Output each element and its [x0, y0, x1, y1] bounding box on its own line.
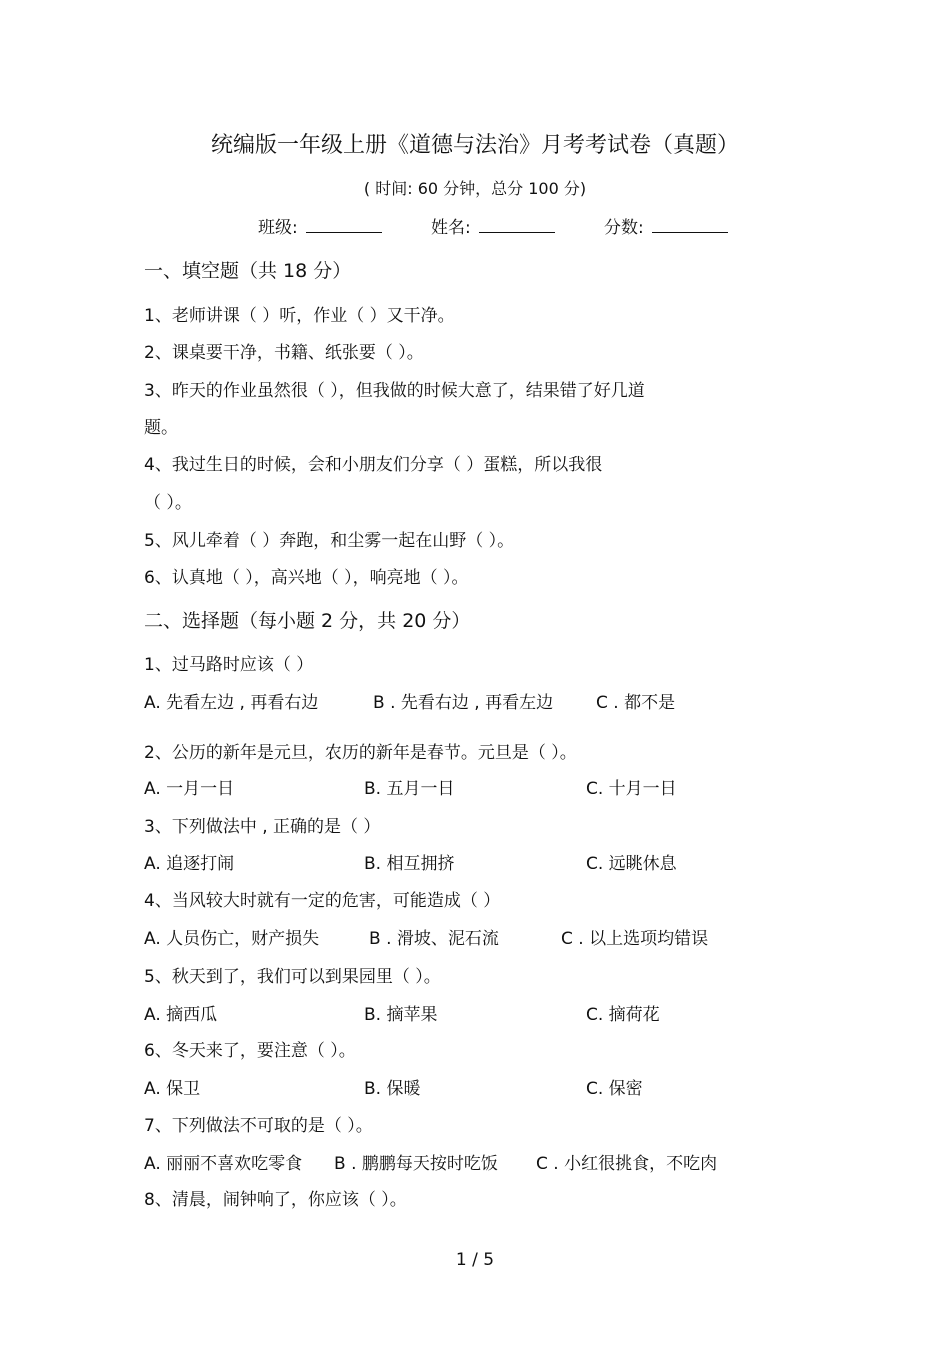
choice-option-5b[interactable]: B. 摘苹果 — [364, 1005, 438, 1025]
choice-option-2b[interactable]: B. 五月一日 — [364, 779, 455, 799]
score-blank[interactable] — [652, 218, 728, 233]
section1-heading: 一、填空题（共 18 分） — [144, 260, 352, 282]
exam-subtitle: ( 时间: 60 分钟，总分 100 分) — [363, 179, 587, 198]
name-blank[interactable] — [479, 218, 555, 233]
choice-option-3b[interactable]: B. 相互拥挤 — [364, 854, 455, 874]
class-field[interactable] — [258, 213, 382, 238]
page-title: 统编版一年级上册《道德与法治》月考考试卷（真题） — [210, 133, 739, 158]
choice-option-1a[interactable]: A. 先看左边 , 再看右边 — [144, 693, 319, 713]
name-field[interactable] — [431, 213, 555, 238]
choice-option-5a[interactable]: A. 摘西瓜 — [144, 1005, 218, 1025]
choice-question-2: 2、公历的新年是元旦，农历的新年是春节。元旦是（ ）。 — [144, 743, 577, 763]
name-label: 姓名: — [431, 218, 471, 238]
fill-question-3: 3、昨天的作业虽然很（ ），但我做的时候大意了，结果错了好几道 — [144, 381, 645, 401]
choice-option-3c[interactable]: C. 远眺休息 — [586, 854, 677, 874]
choice-option-3a[interactable]: A. 追逐打闹 — [144, 854, 235, 874]
choice-question-8: 8、清晨，闹钟响了，你应该（ ）。 — [144, 1190, 407, 1210]
score-label: 分数: — [604, 218, 644, 238]
fill-question-2: 2、课桌要干净，书籍、纸张要（ ）。 — [144, 343, 424, 363]
choice-option-6b[interactable]: B. 保暖 — [364, 1079, 421, 1099]
choice-question-4: 4、当风较大时就有一定的危害，可能造成（ ） — [144, 891, 501, 911]
choice-option-5c[interactable]: C. 摘荷花 — [586, 1005, 660, 1025]
choice-question-6: 6、冬天来了，要注意（ ）。 — [144, 1041, 356, 1061]
choice-option-2c[interactable]: C. 十月一日 — [586, 779, 677, 799]
class-label: 班级: — [258, 218, 298, 238]
choice-question-7: 7、下列做法不可取的是（ ）。 — [144, 1116, 373, 1136]
choice-option-7b[interactable]: B . 鹏鹏每天按时吃饭 — [334, 1154, 498, 1174]
choice-option-7c[interactable]: C . 小红很挑食，不吃肉 — [536, 1154, 718, 1174]
fill-question-4: 4、我过生日的时候，会和小朋友们分享（ ）蛋糕，所以我很 — [144, 455, 603, 475]
fill-question-5: 5、风儿牵着（ ）奔跑，和尘雾一起在山野（ ）。 — [144, 531, 515, 551]
page-number: 1 / 5 — [455, 1250, 495, 1270]
fill-question-4-cont: （ ）。 — [144, 493, 192, 513]
choice-option-4c[interactable]: C . 以上选项均错误 — [561, 929, 709, 949]
choice-option-6c[interactable]: C. 保密 — [586, 1079, 643, 1099]
fill-question-6: 6、认真地（ ），高兴地（ ），响亮地（ ）。 — [144, 568, 469, 588]
section2-heading: 二、选择题（每小题 2 分，共 20 分） — [144, 610, 471, 632]
choice-option-4b[interactable]: B . 滑坡、泥石流 — [369, 929, 499, 949]
class-blank[interactable] — [306, 218, 382, 233]
score-field[interactable] — [604, 213, 728, 238]
choice-question-5: 5、秋天到了，我们可以到果园里（ ）。 — [144, 967, 441, 987]
choice-option-7a[interactable]: A. 丽丽不喜欢吃零食 — [144, 1154, 303, 1174]
choice-option-6a[interactable]: A. 保卫 — [144, 1079, 201, 1099]
fill-question-3-cont: 题。 — [144, 418, 178, 438]
fill-question-1: 1、老师讲课（ ）听，作业（ ）又干净。 — [144, 306, 455, 326]
choice-question-1: 1、过马路时应该（ ） — [144, 655, 314, 675]
choice-option-4a[interactable]: A. 人员伤亡，财产损失 — [144, 929, 320, 949]
choice-option-2a[interactable]: A. 一月一日 — [144, 779, 235, 799]
choice-option-1c[interactable]: C . 都不是 — [596, 693, 676, 713]
choice-option-1b[interactable]: B . 先看右边 , 再看左边 — [373, 693, 554, 713]
choice-question-3: 3、下列做法中 , 正确的是（ ） — [144, 817, 381, 837]
